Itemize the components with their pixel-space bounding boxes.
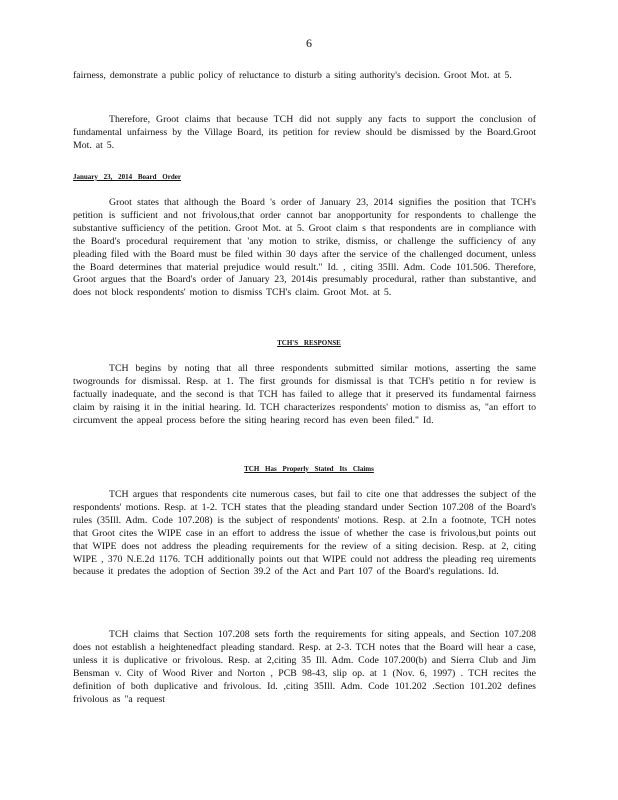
paragraph-4: TCH begins by noting that all three respondents submitted similar motions, asserting the same twogrounds for dismissal. Resp. at 1. The first grounds for dismissal is that TCH's petitio n for review is factually inadequate, and the second is that TCH has failed to allege that it preserved its fundamental fairness claim by raising it in the initial hearing. Id. TCH characterizes respondents' motion to dismiss as, "an effort to circumvent the appeal process before the siting hearing record has even been filed." Id. (73, 363, 536, 426)
page-number: 6 (306, 36, 312, 50)
paragraph-1: fairness, demonstrate a public policy of reluctance to disturb a siting authority's decision. Groot Mot. at 5. (73, 70, 512, 81)
paragraph-3: Groot states that although the Board 's order of January 23, 2014 signifies the position that TCH's petition is sufficient and not frivolous,that order cannot bar anopportunity for respondents to challenge the substantive sufficiency of the petition. Groot Mot. at 5. Groot claim s that respondents are in compliance with the Board's procedural requirement that 'any motion to strike, dismiss, or challenge the sufficiency of any pleading filed with the Board must be filed within 30 days after the service of the challenged document, unless the Board determines that material prejudice would result." Id. , citing 35Ill. Adm. Code 101.506. Therefore, Groot argues that the Board's order of January 23, 2014is presumably procedural, rather than substantive, and does not block respondents' motion to dismiss TCH's claim. Groot Mot. at 5. (73, 197, 536, 299)
paragraph-2: Therefore, Groot claims that because TCH did not supply any facts to support the conclusion of fundamental unfairness by the Village Board, its petition for review should be dismissed by the Board.Groot Mot. at 5. (73, 114, 536, 151)
paragraph-6: TCH claims that Section 107.208 sets forth the requirements for siting appeals, and Section 107.208 does not establish a heightenedfact pleading standard. Resp. at 2-3. TCH notes that the Board will hear a case, unless it is duplicative or frivolous. Resp. at 2,citing 35 Ill. Adm. Code 107.200(b) and Sierra Club and Jim Bensman v. City of Wood River and Norton , PCB 98-43, slip op. at 1 (Nov. 6, 1997) . TCH recites the definition of both duplicative and frivolous. Id. ,citing 35Ill. Adm. Code 101.202 .Section 101.202 defines frivolous as "a request (73, 629, 536, 705)
section-heading-board-order: January 23, 2014 Board Order (73, 173, 181, 181)
section-heading-tch-response: TCH'S RESPONSE (277, 339, 341, 347)
paragraph-5: TCH argues that respondents cite numerous cases, but fail to cite one that addresses the subject of the respondents' motions. Resp. at 1-2. TCH states that the pleading standard under Section 107.208 of the Board's rules (35Ill. Adm. Code 107.208) is the subject of respondents' motions. Resp. at 2.In a footnote, TCH notes that Groot cites the WIPE case in an effort to address the issue of whether the case is frivolous,but points out that WIPE does not address the pleading requirements for the review of a siting decision. Resp. at 2, citing WIPE , 370 N.E.2d 1176. TCH additionally points out that WIPE could not address the pleading req uirements because it predates the adoption of Section 39.2 of the Act and Part 107 of the Board's regulations. Id. (73, 489, 536, 578)
section-heading-claims: TCH Has Properly Stated Its Claims (244, 465, 374, 473)
